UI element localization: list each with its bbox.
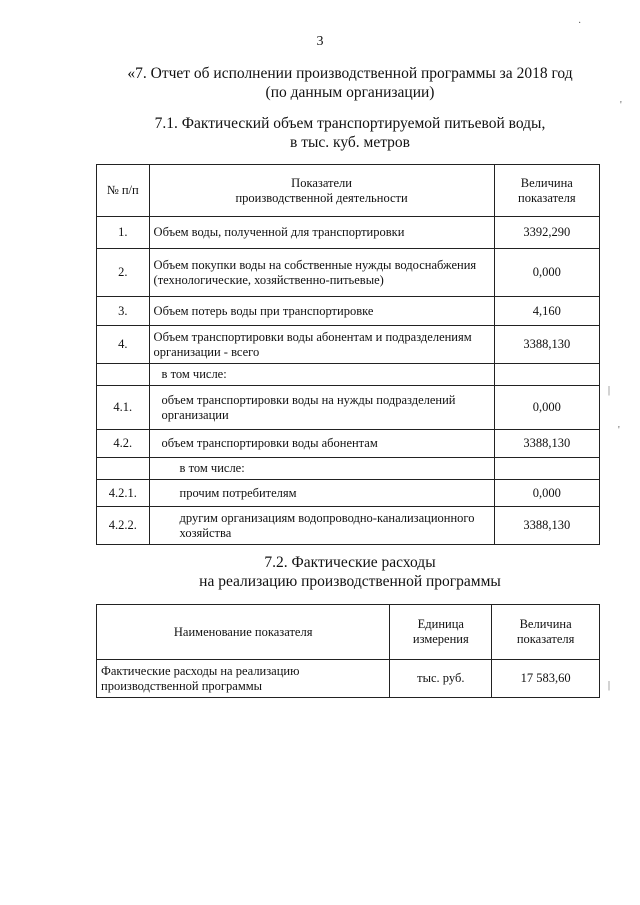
- table-row: [97, 430, 600, 458]
- row-num: 4.2.1.: [97, 480, 150, 507]
- scan-mark: ': [620, 100, 622, 111]
- row-value: 3392,290: [494, 217, 599, 249]
- scan-mark: ·: [578, 18, 582, 29]
- section2-title-line1: 7.2. Фактические расходы: [264, 554, 436, 571]
- row-name: Фактические расходы на реализацию производственной программы: [97, 660, 390, 698]
- table-row: [97, 249, 600, 297]
- section2-title-line2: на реализацию производственной программы: [199, 573, 501, 590]
- table-row: [97, 297, 600, 326]
- col-header-value: [492, 605, 600, 660]
- table-row: [97, 386, 600, 430]
- report-heading: [60, 64, 640, 102]
- table-row: [97, 364, 600, 386]
- expenses-table: [96, 604, 600, 698]
- row-name: прочим потребителям: [149, 480, 494, 507]
- col-header-value-line2: показателя: [518, 190, 576, 205]
- row-value: 3388,130: [494, 507, 599, 545]
- row-num: 2.: [97, 249, 150, 297]
- section2-title: [60, 553, 640, 591]
- row-value: 4,160: [494, 297, 599, 326]
- col-header-indicator-line1: Показатели: [291, 175, 352, 190]
- row-name: Объем потерь воды при транспортировке: [149, 297, 494, 326]
- row-num: 4.: [97, 326, 150, 364]
- row-value: 3388,130: [494, 326, 599, 364]
- scan-mark: |: [608, 385, 611, 396]
- table-row: [97, 217, 600, 249]
- col-header-unit-line1: Единица: [417, 617, 464, 631]
- col-header-indicator: [149, 165, 494, 217]
- col-header-value-line1: Величина: [520, 175, 573, 190]
- col-header-value-line2: показателя: [516, 632, 575, 646]
- col-header-indicator-line2: производственной деятельности: [235, 190, 408, 205]
- row-name: в том числе:: [149, 458, 494, 480]
- table-row: [97, 458, 600, 480]
- row-num: 4.2.2.: [97, 507, 150, 545]
- scan-mark: ': [618, 425, 620, 436]
- row-name: объем транспортировки воды на нужды подразделений организации: [149, 386, 494, 430]
- col-header-unit: [390, 605, 492, 660]
- col-header-value-line1: Величина: [519, 617, 572, 631]
- section1-title-line1: 7.1. Фактический объем транспортируемой питьевой воды,: [154, 115, 546, 132]
- report-heading-line2: (по данным организации): [265, 84, 435, 101]
- row-num: 4.1.: [97, 386, 150, 430]
- scan-mark: |: [608, 680, 611, 691]
- table-row: [97, 507, 600, 545]
- col-header-num: № п/п: [97, 165, 150, 217]
- row-num: [97, 458, 150, 480]
- row-value: 3388,130: [494, 430, 599, 458]
- row-value: 17 583,60: [492, 660, 600, 698]
- row-unit: тыс. руб.: [390, 660, 492, 698]
- row-name: Объем воды, полученной для транспортировки: [149, 217, 494, 249]
- page-number: 3: [316, 34, 324, 49]
- section1-title-line2: в тыс. куб. метров: [290, 134, 410, 151]
- row-value: 0,000: [494, 480, 599, 507]
- col-header-unit-line2: измерения: [412, 632, 469, 646]
- row-num: 3.: [97, 297, 150, 326]
- row-name: Объем транспортировки воды абонентам и подразделениям организации - всего: [149, 326, 494, 364]
- col-header-name: Наименование показателя: [97, 605, 390, 660]
- row-value: [494, 364, 599, 386]
- row-name: объем транспортировки воды абонентам: [149, 430, 494, 458]
- col-header-value: [494, 165, 599, 217]
- row-value: 0,000: [494, 386, 599, 430]
- table-row: [97, 660, 600, 698]
- section1-title: [60, 114, 640, 152]
- row-name: Объем покупки воды на собственные нужды водоснабжения (технологические, хозяйственно-питьевые): [149, 249, 494, 297]
- row-name: другим организациям водопроводно-канализационного хозяйства: [149, 507, 494, 545]
- water-volume-table: [96, 164, 600, 545]
- row-num: 1.: [97, 217, 150, 249]
- table-row: [97, 480, 600, 507]
- row-name: в том числе:: [149, 364, 494, 386]
- row-num: 4.2.: [97, 430, 150, 458]
- row-value: 0,000: [494, 249, 599, 297]
- table-row: [97, 326, 600, 364]
- row-value: [494, 458, 599, 480]
- report-heading-line1: «7. Отчет об исполнении производственной программы за 2018 год: [127, 65, 573, 82]
- row-num: [97, 364, 150, 386]
